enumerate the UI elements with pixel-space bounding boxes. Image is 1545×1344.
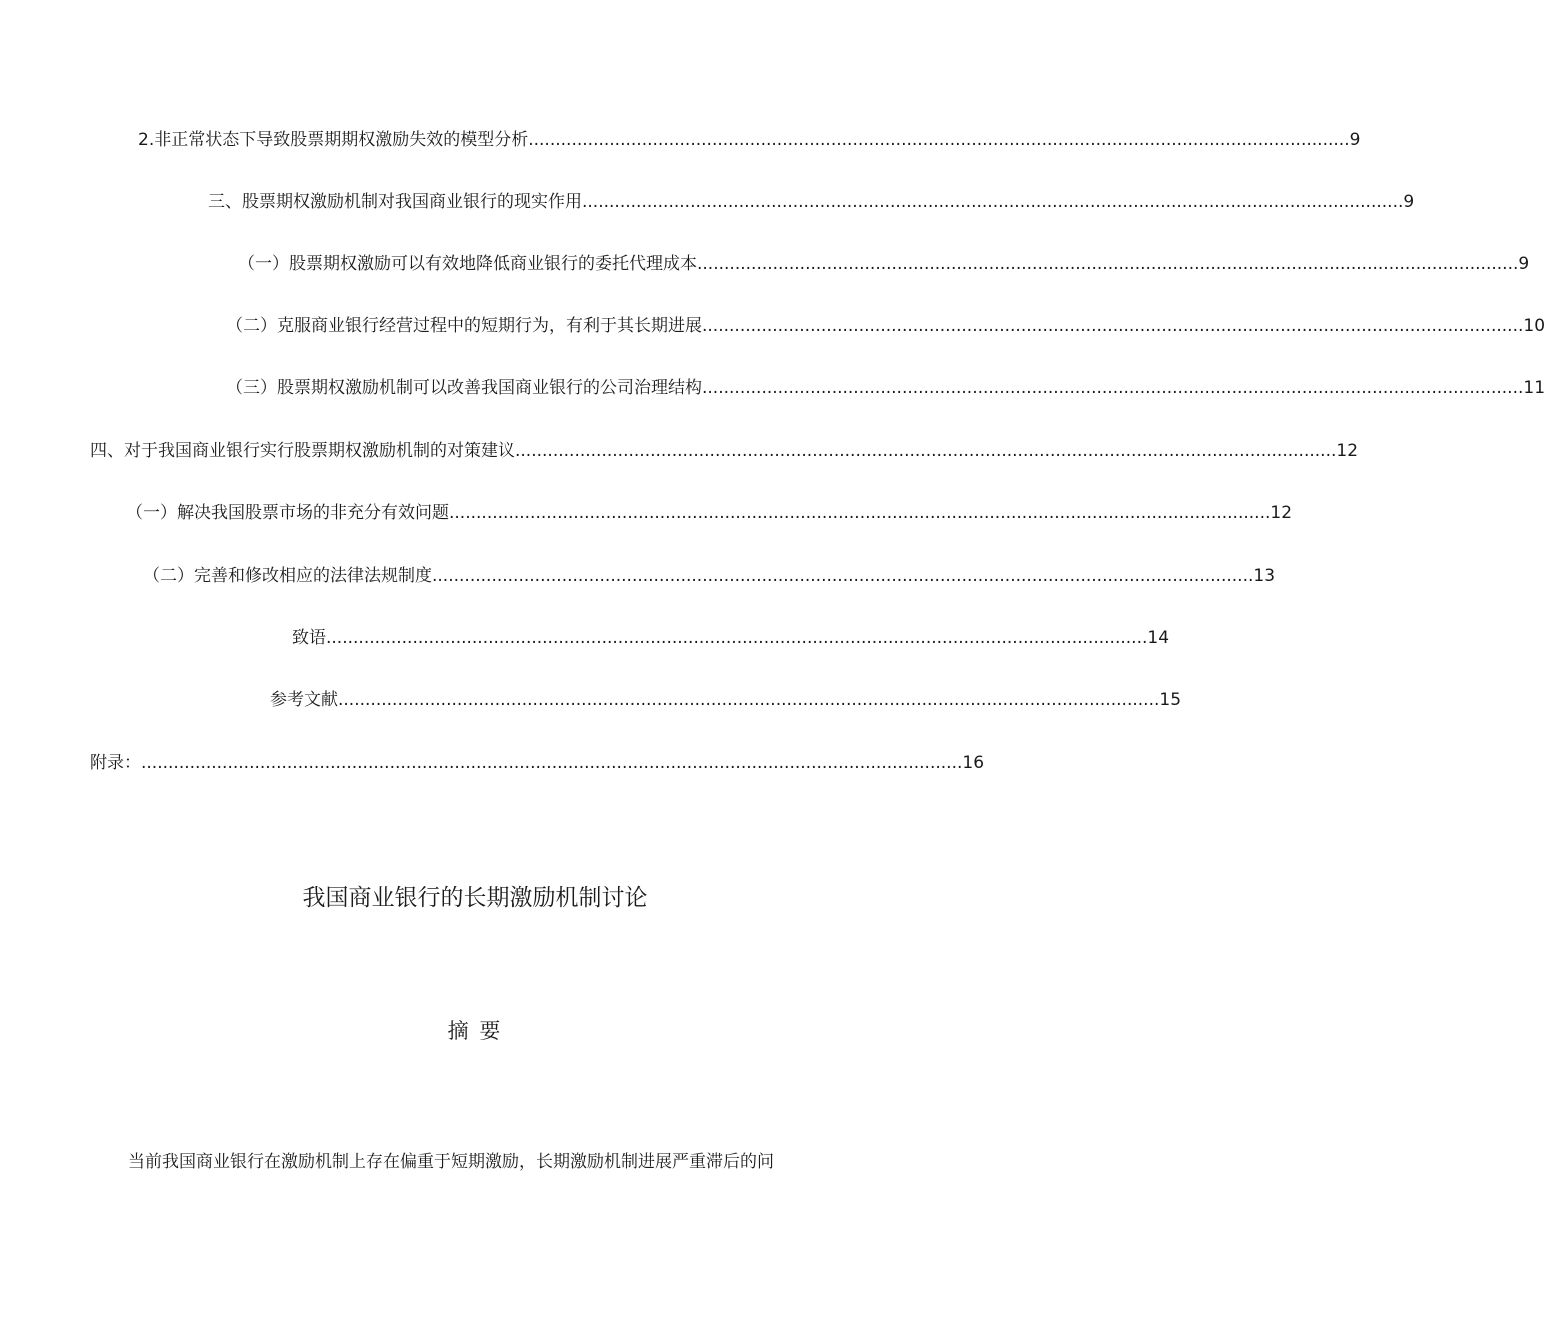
toc-entry[interactable] [292, 626, 1170, 650]
toc-page-number: 13 [1253, 566, 1276, 586]
toc-page-number: 15 [1159, 690, 1182, 710]
toc-entry[interactable] [143, 564, 1276, 588]
toc-entry[interactable] [226, 314, 1545, 338]
toc-leader-dots: ........................................................................................................................................................ [326, 628, 1148, 648]
toc-entry-text: （二）克服商业银行经营过程中的短期行为，有利于其长期进展 [226, 316, 702, 336]
toc-page-number: 9 [1518, 254, 1530, 274]
toc-entry[interactable] [138, 128, 1361, 152]
toc-leader-dots: ........................................................................................................................................................ [697, 254, 1519, 274]
toc-leader-dots: ........................................................................................................................................................ [702, 316, 1524, 336]
toc-entry-text: （一）股票期权激励可以有效地降低商业银行的委托代理成本 [238, 254, 697, 274]
toc-page-number: 14 [1147, 628, 1170, 648]
toc-entry-text: 三、股票期权激励机制对我国商业银行的现实作用 [208, 192, 582, 212]
toc-page-number: 9 [1349, 130, 1361, 150]
toc-entry[interactable] [126, 501, 1293, 525]
toc-leader-dots: ........................................................................................................................................................ [338, 690, 1160, 710]
toc-entry-text: 2.非正常状态下导致股票期期权激励失效的模型分析 [138, 130, 529, 150]
toc-entry-text: （三）股票期权激励机制可以改善我国商业银行的公司治理结构 [226, 378, 702, 398]
toc-page-number: 10 [1523, 316, 1545, 336]
toc-page-number: 16 [962, 753, 985, 773]
toc-entry-text: 四、对于我国商业银行实行股票期权激励机制的对策建议 [90, 441, 515, 461]
toc-leader-dots: ........................................................................................................................................................ [515, 441, 1337, 461]
toc-page-number: 12 [1336, 441, 1359, 461]
toc-leader-dots: ........................................................................................................................................................ [528, 130, 1350, 150]
toc-page-number: 9 [1403, 192, 1415, 212]
toc-entry-text: 致语 [292, 628, 326, 648]
toc-entry[interactable] [208, 190, 1415, 214]
abstract-paragraph: 当前我国商业银行在激励机制上存在偏重于短期激励，长期激励机制进展严重滞后的问 [128, 1152, 774, 1172]
toc-entry[interactable] [238, 252, 1530, 276]
toc-leader-dots: ........................................................................................................................................................ [449, 503, 1271, 523]
toc-entry-text: 附录： [90, 753, 141, 773]
toc-entry[interactable] [270, 688, 1182, 712]
toc-leader-dots: ........................................................................................................................................................ [702, 378, 1524, 398]
toc-leader-dots: ........................................................................................................................................................ [141, 753, 963, 773]
toc-leader-dots: ........................................................................................................................................................ [432, 566, 1254, 586]
toc-entry-text: （二）完善和修改相应的法律法规制度 [143, 566, 432, 586]
toc-page-number: 12 [1270, 503, 1293, 523]
toc-leader-dots: ........................................................................................................................................................ [582, 192, 1404, 212]
toc-entry-text: （一）解决我国股票市场的非充分有效问题 [126, 503, 449, 523]
abstract-heading: 摘 要 [447, 1019, 503, 1043]
toc-entry[interactable] [90, 751, 985, 775]
document-title: 我国商业银行的长期激励机制讨论 [302, 885, 648, 911]
toc-entry[interactable] [226, 376, 1545, 400]
toc-entry[interactable] [90, 439, 1359, 463]
toc-entry-text: 参考文献 [270, 690, 338, 710]
toc-page-number: 11 [1523, 378, 1545, 398]
